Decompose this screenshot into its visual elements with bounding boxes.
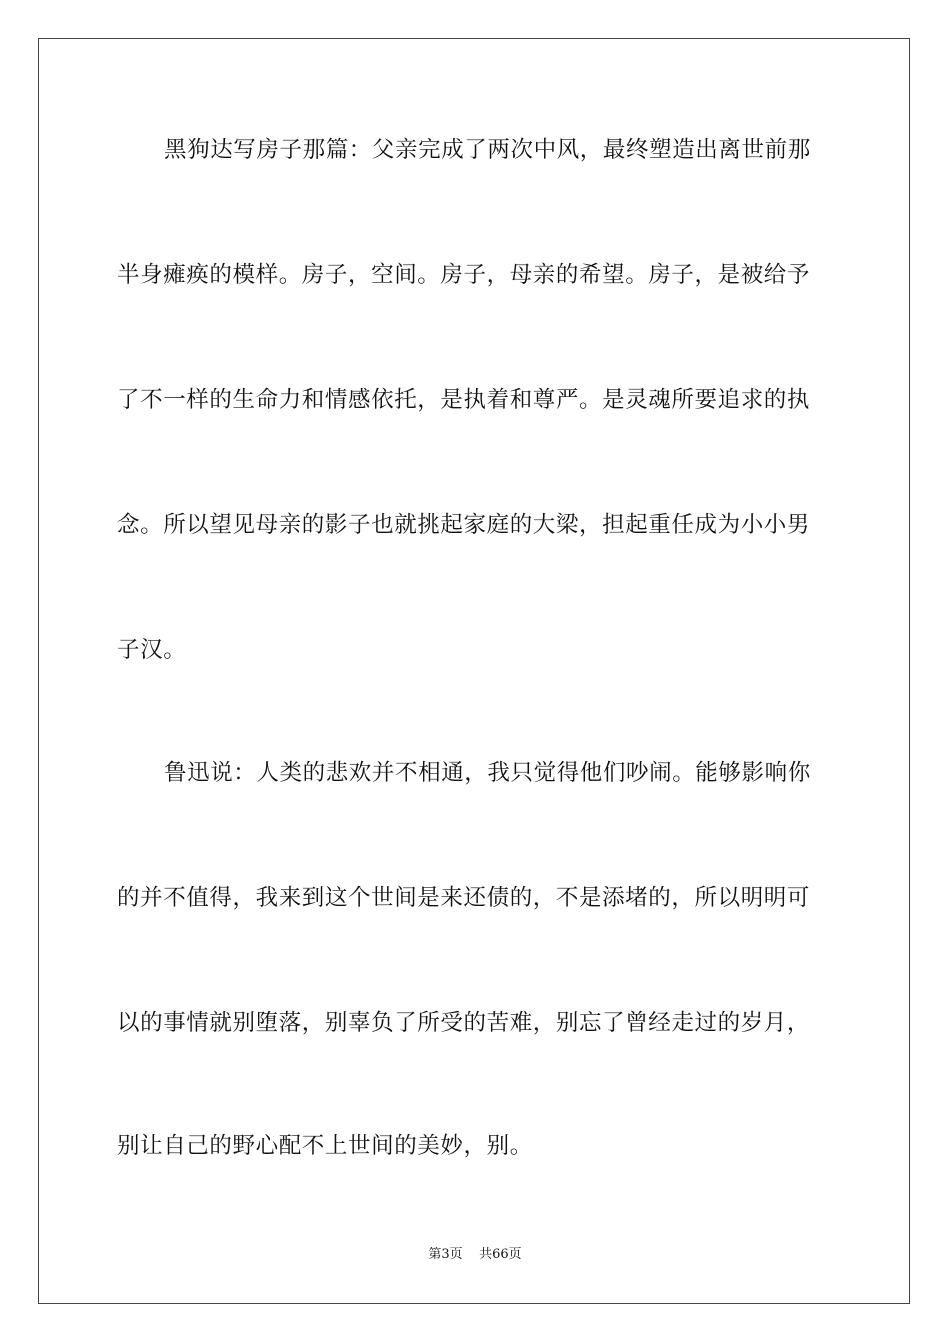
text-line: 黑狗达写房子那篇：父亲完成了两次中风，最终塑造出离世前那: [164, 137, 811, 163]
text-line: 鲁迅说：人类的悲欢并不相通，我只觉得他们吵闹。能够影响你: [164, 760, 811, 786]
text-line: 以的事情就别堕落，别辜负了所受的苦难，别忘了曾经走过的岁月，: [117, 1010, 811, 1036]
text-line: 别让自己的野心配不上世间的美妙，别。: [117, 1133, 533, 1159]
page-border: [38, 38, 910, 1304]
page-footer: [0, 1246, 950, 1264]
text-line: 了不一样的生命力和情感依托，是执着和尊严。是灵魂所要追求的执: [117, 387, 811, 413]
text-line: 半身瘫痪的模样。房子，空间。房子，母亲的希望。房子，是被给予: [117, 262, 811, 288]
text-line: 念。所以望见母亲的影子也就挑起家庭的大梁，担起重任成为小小男: [117, 512, 811, 538]
text-line: 子汉。: [117, 637, 187, 663]
text-line: 的并不值得，我来到这个世间是来还债的，不是添堵的，所以明明可: [117, 885, 811, 911]
page-number: 第3页: [428, 1247, 463, 1262]
page-total: 共66页: [479, 1247, 522, 1262]
